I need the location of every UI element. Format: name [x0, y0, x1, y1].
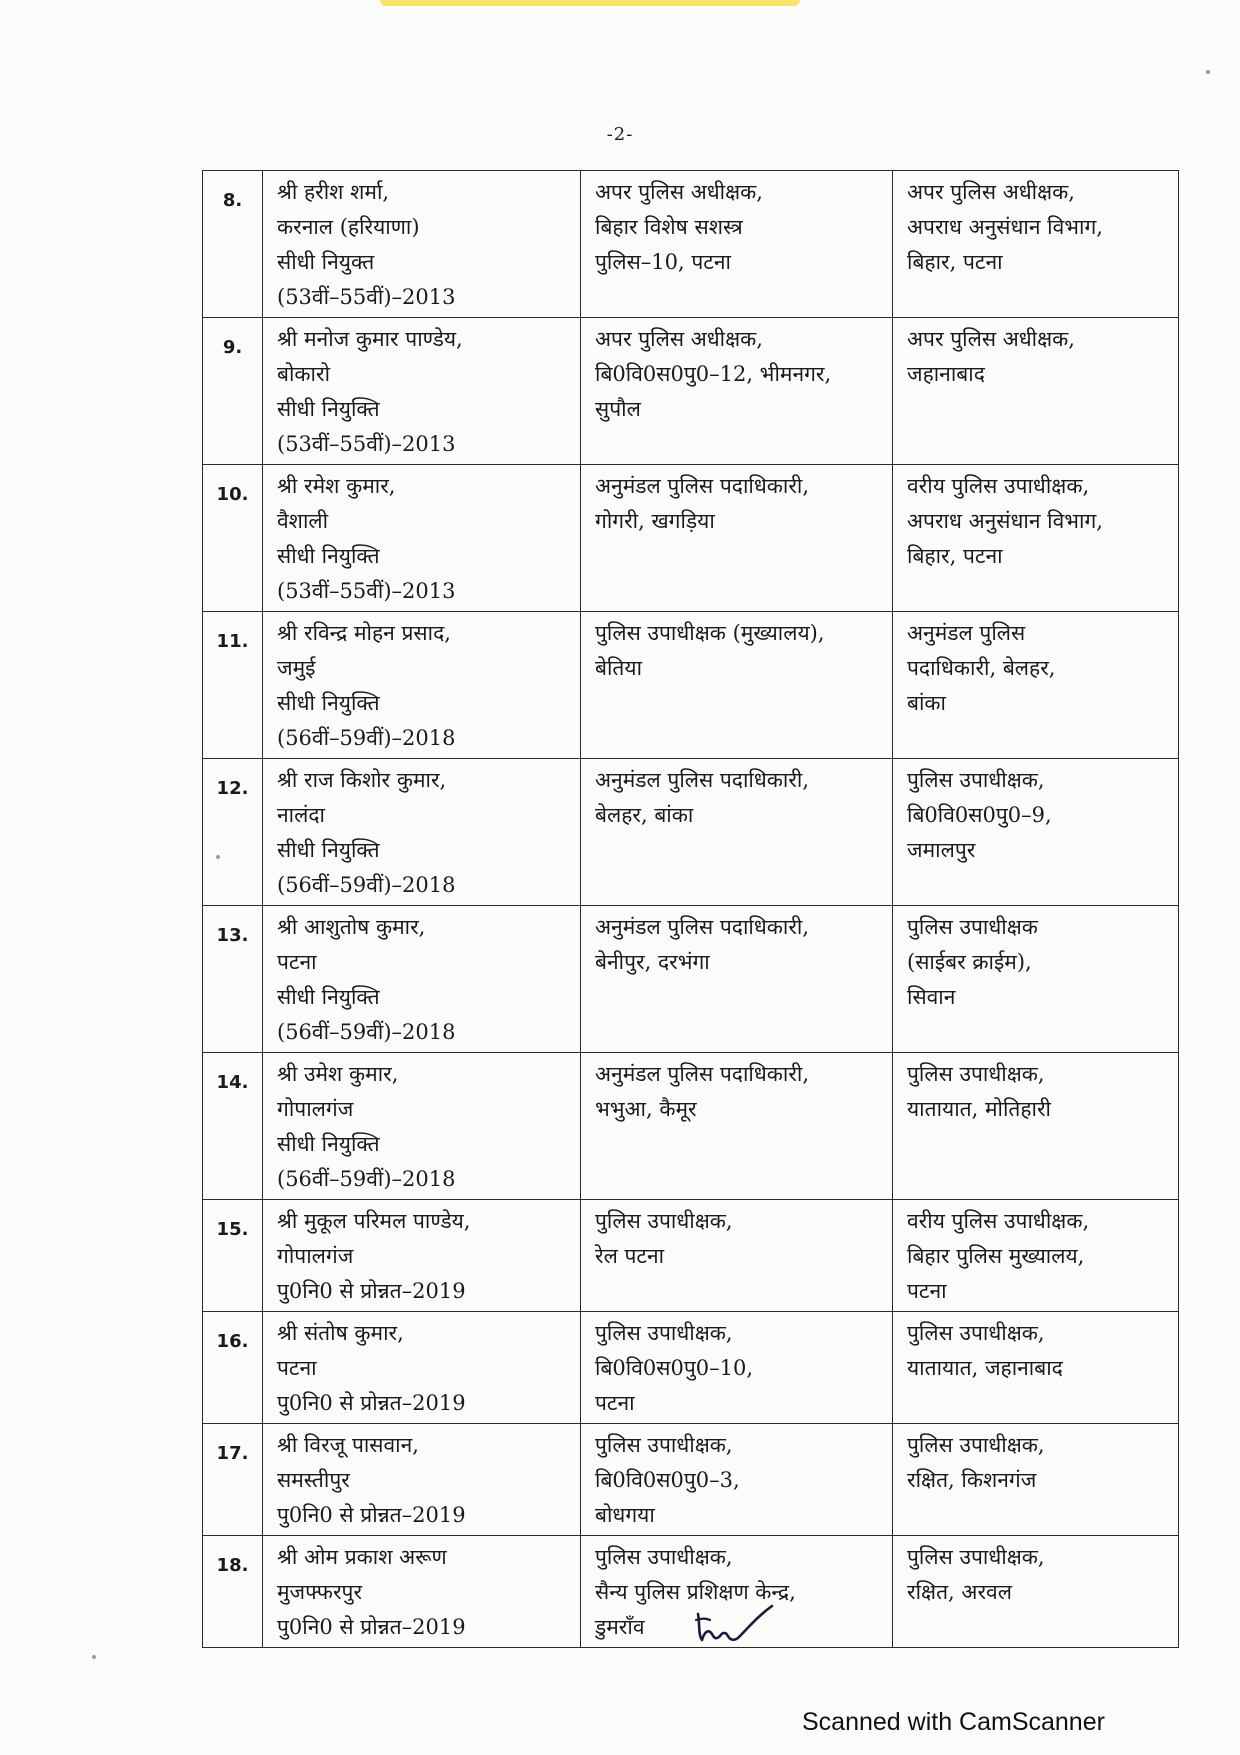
current-posting-line: अनुमंडल पुलिस पदाधिकारी, — [595, 768, 810, 792]
table-row — [203, 1424, 1179, 1536]
transfer-table — [202, 170, 1179, 1648]
officer-line: वैशाली — [277, 509, 329, 533]
officer-cell — [263, 759, 581, 906]
new-posting-line: पुलिस उपाधीक्षक, — [907, 1062, 1045, 1086]
officer-line: पु0नि0 से प्रोन्नत–2019 — [277, 1615, 466, 1639]
serial-number: 9. — [203, 318, 263, 465]
officer-line: सीधी नियुक्ति — [277, 838, 380, 862]
new-posting-line: रक्षित, किशनगंज — [907, 1468, 1037, 1492]
current-posting-line: बोधगया — [595, 1503, 655, 1527]
officer-line: गोपालगंज — [277, 1097, 354, 1121]
new-posting-line: जहानाबाद — [907, 362, 985, 386]
new-posting-cell — [893, 1200, 1179, 1312]
officer-cell — [263, 318, 581, 465]
serial-number: 18. — [203, 1536, 263, 1648]
officer-line: सीधी नियुक्ति — [277, 1132, 380, 1156]
new-posting-cell — [893, 1424, 1179, 1536]
new-posting-line: बांका — [907, 691, 946, 715]
new-posting-line: पुलिस उपाधीक्षक, — [907, 1321, 1045, 1345]
officer-line: पटना — [277, 950, 317, 974]
new-posting-cell — [893, 1053, 1179, 1200]
officer-line: श्री रमेश कुमार, — [277, 474, 396, 498]
new-posting-line: जमालपुर — [907, 838, 976, 862]
new-posting-line: अनुमंडल पुलिस — [907, 621, 1026, 645]
current-posting-line: पुलिस–10, पटना — [595, 250, 731, 274]
new-posting-cell — [893, 612, 1179, 759]
current-posting-line: सैन्य पुलिस प्रशिक्षण केन्द्र, — [595, 1580, 796, 1604]
officer-line: (53वीं–55वीं)–2013 — [277, 285, 456, 309]
officer-line: श्री रविन्द्र मोहन प्रसाद, — [277, 621, 451, 645]
current-posting-line: अनुमंडल पुलिस पदाधिकारी, — [595, 474, 810, 498]
current-posting-line: पुलिस उपाधीक्षक, — [595, 1209, 733, 1233]
new-posting-line: (साईबर क्राईम), — [907, 950, 1032, 974]
current-posting-cell — [581, 171, 893, 318]
officer-line: नालंदा — [277, 803, 325, 827]
new-posting-line: वरीय पुलिस उपाधीक्षक, — [907, 474, 1090, 498]
serial-number: 13. — [203, 906, 263, 1053]
officer-cell — [263, 1053, 581, 1200]
officer-cell — [263, 906, 581, 1053]
officer-line: पु0नि0 से प्रोन्नत–2019 — [277, 1279, 466, 1303]
serial-number: 15. — [203, 1200, 263, 1312]
officer-line: बोकारो — [277, 362, 331, 386]
officer-line: पटना — [277, 1356, 317, 1380]
officer-line: पु0नि0 से प्रोन्नत–2019 — [277, 1503, 466, 1527]
new-posting-line: पुलिस उपाधीक्षक, — [907, 1545, 1045, 1569]
officer-line: सीधी नियुक्ति — [277, 691, 380, 715]
current-posting-line: पुलिस उपाधीक्षक, — [595, 1321, 733, 1345]
officer-line: श्री हरीश शर्मा, — [277, 180, 390, 204]
current-posting-line: बेनीपुर, दरभंगा — [595, 950, 710, 974]
new-posting-cell — [893, 906, 1179, 1053]
new-posting-line: पटना — [907, 1279, 947, 1303]
officer-line: (56वीं–59वीं)–2018 — [277, 1167, 456, 1191]
new-posting-cell — [893, 171, 1179, 318]
current-posting-cell — [581, 1312, 893, 1424]
officer-line: (56वीं–59वीं)–2018 — [277, 873, 456, 897]
officer-line: (56वीं–59वीं)–2018 — [277, 726, 456, 750]
new-posting-line: सिवान — [907, 985, 956, 1009]
officer-line: श्री ओम प्रकाश अरूण — [277, 1545, 447, 1569]
serial-number: 12. — [203, 759, 263, 906]
current-posting-line: बि0वि0स0पु0–3, — [595, 1468, 740, 1492]
new-posting-line: पुलिस उपाधीक्षक — [907, 915, 1038, 939]
table-row — [203, 1312, 1179, 1424]
current-posting-line: अनुमंडल पुलिस पदाधिकारी, — [595, 1062, 810, 1086]
new-posting-line: अपराध अनुसंधान विभाग, — [907, 509, 1103, 533]
table-row — [203, 906, 1179, 1053]
officer-cell — [263, 612, 581, 759]
new-posting-line: अपर पुलिस अधीक्षक, — [907, 180, 1075, 204]
new-posting-cell — [893, 1312, 1179, 1424]
new-posting-line: बिहार, पटना — [907, 250, 1003, 274]
current-posting-cell — [581, 318, 893, 465]
new-posting-cell — [893, 465, 1179, 612]
current-posting-cell — [581, 759, 893, 906]
new-posting-cell — [893, 759, 1179, 906]
scan-speck — [1206, 70, 1210, 74]
officer-cell — [263, 1200, 581, 1312]
signature-mark — [690, 1600, 780, 1650]
officer-cell — [263, 465, 581, 612]
scan-speck — [216, 855, 220, 859]
current-posting-cell — [581, 1424, 893, 1536]
current-posting-line: पुलिस उपाधीक्षक, — [595, 1433, 733, 1457]
current-posting-line: पुलिस उपाधीक्षक, — [595, 1545, 733, 1569]
current-posting-line: डुमराँव — [595, 1615, 645, 1639]
serial-number: 14. — [203, 1053, 263, 1200]
officer-line: श्री राज किशोर कुमार, — [277, 768, 447, 792]
officer-line: मुजफ्फरपुर — [277, 1580, 363, 1604]
current-posting-cell — [581, 612, 893, 759]
table-row — [203, 612, 1179, 759]
officer-cell — [263, 1536, 581, 1648]
officer-cell — [263, 171, 581, 318]
officer-line: श्री विरजू पासवान, — [277, 1433, 419, 1457]
officer-line: जमुई — [277, 656, 316, 680]
current-posting-line: गोगरी, खगड़िया — [595, 509, 715, 533]
new-posting-line: बि0वि0स0पु0–9, — [907, 803, 1052, 827]
current-posting-line: बिहार विशेष सशस्त्र — [595, 215, 743, 239]
table-row — [203, 318, 1179, 465]
table-row — [203, 1053, 1179, 1200]
current-posting-line: पुलिस उपाधीक्षक (मुख्यालय), — [595, 621, 825, 645]
serial-number: 17. — [203, 1424, 263, 1536]
officer-cell — [263, 1312, 581, 1424]
officer-line: करनाल (हरियाणा) — [277, 215, 420, 239]
current-posting-line: बेतिया — [595, 656, 643, 680]
page-number: -2- — [606, 124, 634, 145]
new-posting-line: अपर पुलिस अधीक्षक, — [907, 327, 1075, 351]
current-posting-line: भभुआ, कैमूर — [595, 1097, 697, 1121]
new-posting-cell — [893, 1536, 1179, 1648]
serial-number: 8. — [203, 171, 263, 318]
new-posting-line: अपराध अनुसंधान विभाग, — [907, 215, 1103, 239]
table-row — [203, 759, 1179, 906]
officer-line: (53वीं–55वीं)–2013 — [277, 579, 456, 603]
current-posting-cell — [581, 906, 893, 1053]
scanner-watermark: Scanned with CamScanner — [802, 1708, 1105, 1736]
current-posting-cell — [581, 1053, 893, 1200]
current-posting-line: बि0वि0स0पु0–10, — [595, 1356, 754, 1380]
table-row — [203, 171, 1179, 318]
officer-cell — [263, 1424, 581, 1536]
current-posting-line: बेलहर, बांका — [595, 803, 694, 827]
page-top-highlight — [380, 0, 800, 6]
serial-number: 11. — [203, 612, 263, 759]
table-row — [203, 465, 1179, 612]
officer-line: श्री मुकूल परिमल पाण्डेय, — [277, 1209, 471, 1233]
new-posting-line: पुलिस उपाधीक्षक, — [907, 1433, 1045, 1457]
officer-line: श्री संतोष कुमार, — [277, 1321, 404, 1345]
new-posting-line: वरीय पुलिस उपाधीक्षक, — [907, 1209, 1090, 1233]
current-posting-cell — [581, 1200, 893, 1312]
new-posting-line: यातायात, जहानाबाद — [907, 1356, 1063, 1380]
current-posting-line: सुपौल — [595, 397, 641, 421]
officer-line: श्री उमेश कुमार, — [277, 1062, 399, 1086]
new-posting-line: यातायात, मोतिहारी — [907, 1097, 1051, 1121]
current-posting-line: पटना — [595, 1391, 635, 1415]
current-posting-line: बि0वि0स0पु0–12, भीमनगर, — [595, 362, 832, 386]
serial-number: 10. — [203, 465, 263, 612]
officer-line: (53वीं–55वीं)–2013 — [277, 432, 456, 456]
table-row — [203, 1200, 1179, 1312]
new-posting-line: रक्षित, अरवल — [907, 1580, 1012, 1604]
new-posting-cell — [893, 318, 1179, 465]
new-posting-line: पदाधिकारी, बेलहर, — [907, 656, 1056, 680]
serial-number: 16. — [203, 1312, 263, 1424]
officer-line: सीधी नियुक्त — [277, 250, 375, 274]
officer-line: पु0नि0 से प्रोन्नत–2019 — [277, 1391, 466, 1415]
officer-line: गोपालगंज — [277, 1244, 354, 1268]
officer-line: श्री मनोज कुमार पाण्डेय, — [277, 327, 463, 351]
new-posting-line: पुलिस उपाधीक्षक, — [907, 768, 1045, 792]
officer-line: सीधी नियुक्ति — [277, 544, 380, 568]
new-posting-line: बिहार, पटना — [907, 544, 1003, 568]
officer-line: सीधी नियुक्ति — [277, 985, 380, 1009]
officer-line: (56वीं–59वीं)–2018 — [277, 1020, 456, 1044]
officer-line: सीधी नियुक्ति — [277, 397, 380, 421]
new-posting-line: बिहार पुलिस मुख्यालय, — [907, 1244, 1085, 1268]
current-posting-line: अनुमंडल पुलिस पदाधिकारी, — [595, 915, 810, 939]
current-posting-line: अपर पुलिस अधीक्षक, — [595, 180, 763, 204]
officer-line: श्री आशुतोष कुमार, — [277, 915, 426, 939]
current-posting-line: अपर पुलिस अधीक्षक, — [595, 327, 763, 351]
officer-line: समस्तीपुर — [277, 1468, 350, 1492]
scan-speck — [92, 1655, 96, 1659]
current-posting-line: रेल पटना — [595, 1244, 665, 1268]
current-posting-cell — [581, 465, 893, 612]
